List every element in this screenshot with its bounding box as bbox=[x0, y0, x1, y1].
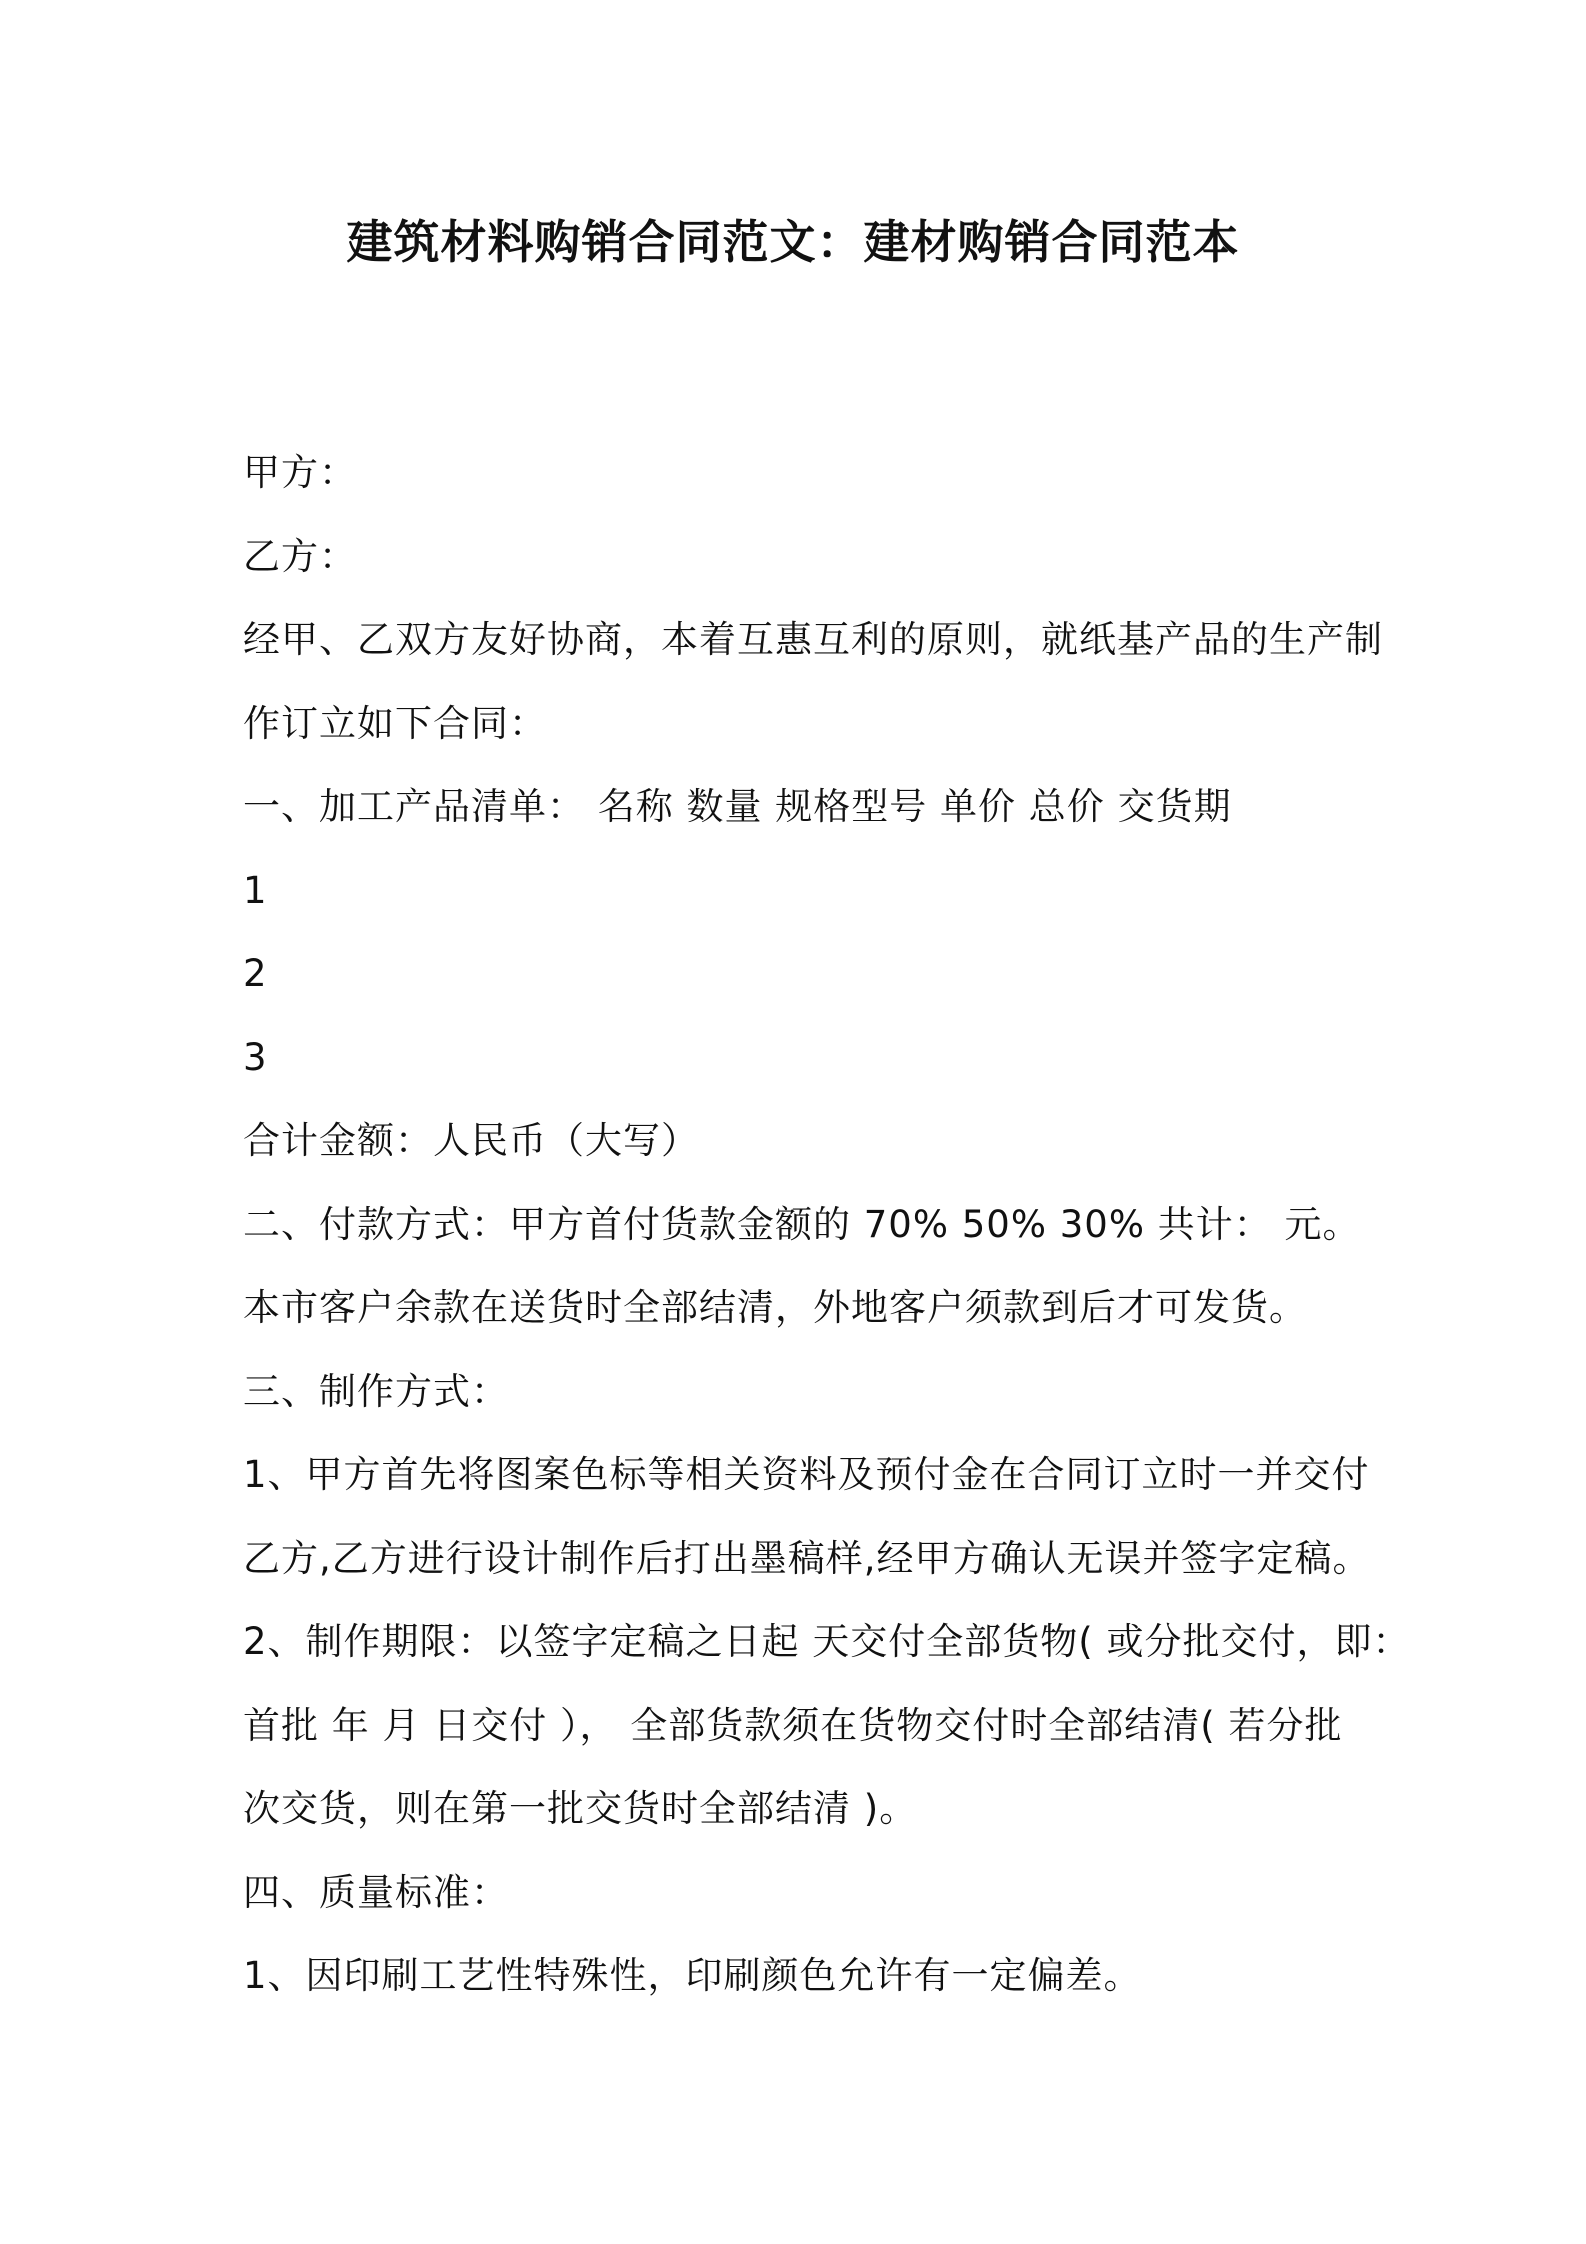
production-clause-2c: 次交货，则在第一批交货时全部结清 )。 bbox=[243, 1787, 918, 1830]
section-3-heading: 三、制作方式： bbox=[243, 1369, 509, 1413]
item-row-3: 3 bbox=[243, 1035, 268, 1079]
preamble-line-1: 经甲、乙双方友好协商，本着互惠互利的原则，就纸基产品的生产制 bbox=[243, 618, 1383, 661]
production-clause-1a: 1、甲方首先将图案色标等相关资料及预付金在合同订立时一并交付 bbox=[243, 1453, 1370, 1496]
document-title: 建筑材料购销合同范文：建材购销合同范本 bbox=[346, 215, 1240, 269]
contract-body bbox=[243, 448, 1411, 2035]
quality-clause-1: 1、因印刷工艺性特殊性，印刷颜色允许有一定偏差。 bbox=[243, 1954, 1142, 1997]
preamble-line-2: 作订立如下合同： bbox=[243, 701, 547, 745]
production-clause-2b: 首批 年 月 日交付 ）， 全部货款须在货物交付时全部结清( 若分批 bbox=[243, 1703, 1343, 1747]
party-b-line: 乙方： bbox=[243, 534, 357, 578]
item-row-1: 1 bbox=[243, 868, 268, 912]
production-clause-1b: 乙方,乙方进行设计制作后打出墨稿样,经甲方确认无误并签字定稿。 bbox=[243, 1536, 1371, 1580]
section-2-payment: 二、付款方式：甲方首付货款金额的 70% 50% 30% 共计： 元。 bbox=[243, 1202, 1361, 1246]
production-clause-2a: 2、制作期限：以签字定稿之日起 天交付全部货物( 或分批交付，即： bbox=[243, 1620, 1411, 1663]
total-amount-line: 合计金额：人民币（大写） bbox=[243, 1119, 699, 1162]
payment-terms-line: 本市客户余款在送货时全部结清，外地客户须款到后才可发货。 bbox=[243, 1286, 1307, 1329]
section-4-heading: 四、质量标准： bbox=[243, 1870, 509, 1914]
item-row-2: 2 bbox=[243, 952, 268, 995]
party-a-line: 甲方： bbox=[243, 451, 357, 494]
section-1-heading: 一、加工产品清单： 名称 数量 规格型号 单价 总价 交货期 bbox=[243, 785, 1232, 828]
